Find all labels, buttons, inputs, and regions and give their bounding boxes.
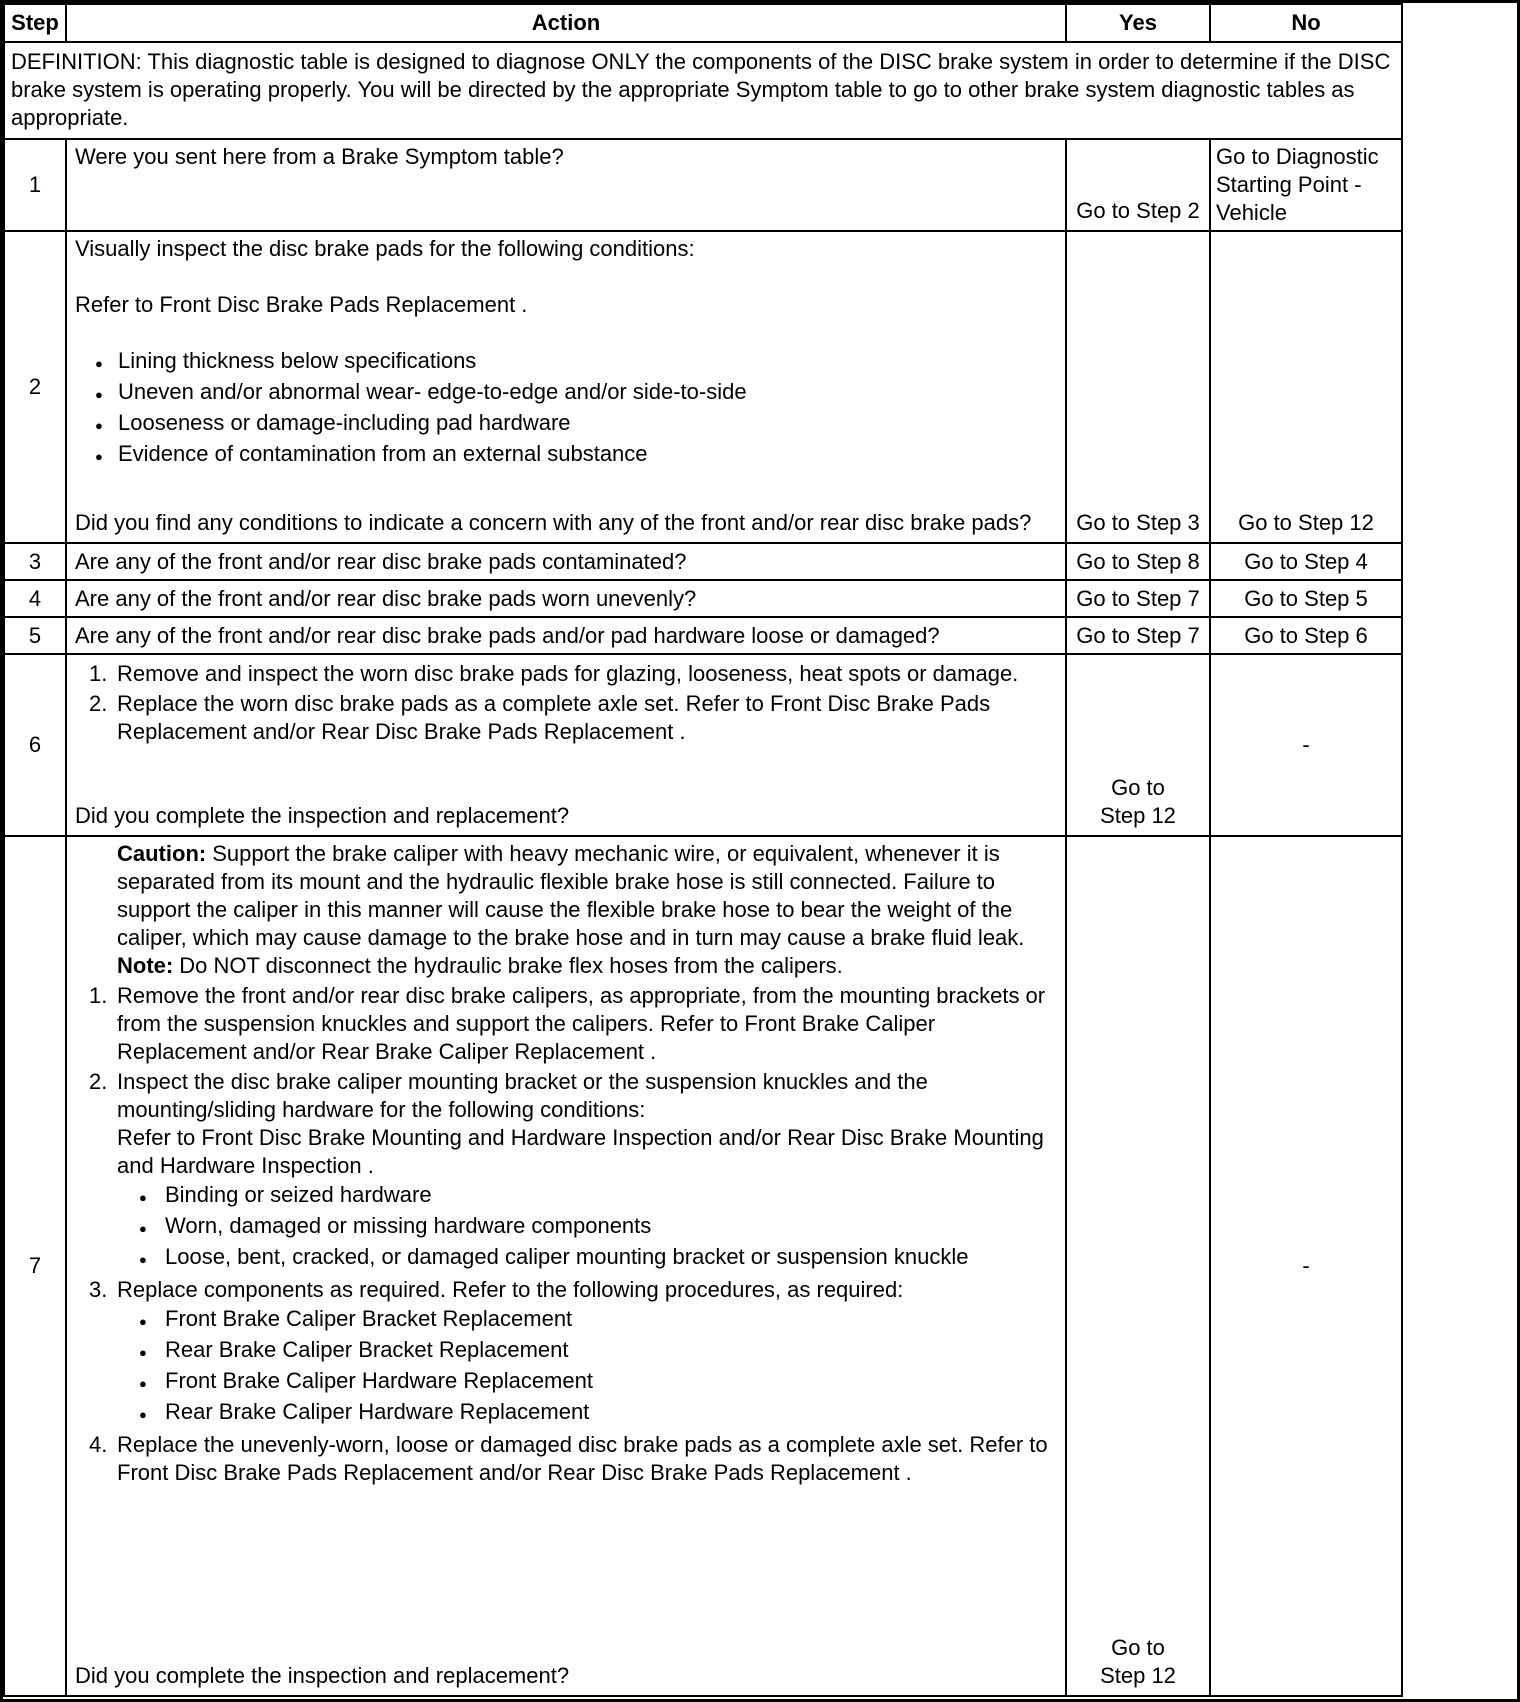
col-header-no: No — [1210, 4, 1402, 42]
yes-cell-7 — [1066, 836, 1210, 1696]
bullet-text: Front Brake Caliper Bracket Replacement — [165, 1306, 573, 1331]
item-number: 4. — [89, 1432, 108, 1457]
action-cell-6 — [66, 654, 1066, 836]
bullet-text: Rear Brake Caliper Bracket Replacement — [165, 1337, 569, 1362]
bullet-icon — [139, 1398, 165, 1429]
step-number-4: 4 — [4, 580, 66, 617]
action-text-1: Were you sent here from a Brake Symptom table? — [75, 144, 564, 169]
step-number-1: 1 — [4, 139, 66, 231]
table-row-step-5 — [4, 617, 1402, 654]
replacement-procedure-list — [117, 1305, 1057, 1429]
list-item — [95, 409, 1057, 440]
action-cell-5: Are any of the front and/or rear disc brake pads and/or pad hardware loose or damaged? — [66, 617, 1066, 654]
definition-cell: DEFINITION: This diagnostic table is designed to diagnose ONLY the components of the DISC brake system in order to determine if the DISC brake system is operating properly. You will be directed by the appropriate Symptom table to go to other brake system diagnostic tables as appropriate. — [4, 42, 1402, 139]
bullet-text: Lining thickness below specifications — [118, 348, 477, 373]
numbered-item — [75, 660, 1057, 688]
item-number: 3. — [89, 1277, 108, 1302]
bullet-text: Uneven and/or abnormal wear- edge-to-edge and/or side-to-side — [118, 379, 747, 404]
col-header-step: Step — [4, 4, 66, 42]
bullet-text: Evidence of contamination from an external substance — [118, 441, 648, 466]
bullet-icon — [139, 1243, 165, 1274]
no-cell-7: - — [1210, 836, 1402, 1696]
bullet-icon — [95, 347, 118, 378]
yes-cell-2 — [1066, 231, 1210, 543]
bullet-icon — [139, 1212, 165, 1243]
yes-text-line2: Step 12 — [1100, 1663, 1176, 1688]
hardware-condition-list — [117, 1181, 1057, 1274]
bullet-icon — [139, 1336, 165, 1367]
table-row-step-7 — [4, 836, 1402, 1696]
action-cell-2 — [66, 231, 1066, 543]
item2-refer-text: Refer to Front Disc Brake Mounting and Hardware Inspection and/or Rear Disc Brake Mounting and Hardware Inspection . — [117, 1125, 1044, 1178]
item-text — [117, 1068, 1057, 1274]
step-number-6: 6 — [4, 654, 66, 836]
bullet-text: Worn, damaged or missing hardware components — [165, 1213, 652, 1238]
table-row-step-2 — [4, 231, 1402, 543]
no-cell-6: - — [1210, 654, 1402, 836]
yes-text-line1: Go to — [1111, 775, 1165, 800]
item2-main-text: Inspect the disc brake caliper mounting bracket or the suspension knuckles and the mounting/sliding hardware for the following conditions: — [117, 1069, 928, 1122]
bullet-icon — [95, 440, 118, 471]
bullet-icon — [139, 1305, 165, 1336]
question-text-2: Did you find any conditions to indicate a concern with any of the front and/or rear disc brake pads? — [75, 510, 1032, 535]
list-item — [95, 440, 1057, 471]
item-number: 2. — [89, 691, 108, 716]
action-cell-7 — [66, 836, 1066, 1696]
no-text-1: Go to Diagnostic Starting Point - Vehicle — [1216, 144, 1379, 225]
list-item — [139, 1398, 1057, 1429]
item-number: 2. — [89, 1069, 108, 1094]
caution-text: Support the brake caliper with heavy mechanic wire, or equivalent, whenever it is separated from its mount and the hydraulic flexible brake hose is still connected. Failure to support the caliper in this manner will cause the flexible brake hose to bear the weight of the caliper, which may cause damage to the brake hose and in turn may cause a brake fluid leak. — [117, 841, 1025, 950]
no-cell-4: Go to Step 5 — [1210, 580, 1402, 617]
list-item — [139, 1305, 1057, 1336]
yes-cell-1 — [1066, 139, 1210, 231]
numbered-item — [75, 1276, 1057, 1429]
numbered-item — [75, 1068, 1057, 1274]
bullet-icon — [95, 409, 118, 440]
list-item — [139, 1367, 1057, 1398]
item-text: Remove and inspect the worn disc brake pads for glazing, looseness, heat spots or damage. — [117, 661, 1019, 686]
numbered-item — [75, 982, 1057, 1066]
yes-cell-3: Go to Step 8 — [1066, 543, 1210, 580]
yes-cell-6 — [1066, 654, 1210, 836]
bullet-text: Loose, bent, cracked, or damaged caliper mounting bracket or suspension knuckle — [165, 1244, 969, 1269]
no-text-2: Go to Step 12 — [1238, 510, 1374, 535]
table-row-step-1 — [4, 139, 1402, 231]
list-item — [139, 1212, 1057, 1243]
action-cell-3: Are any of the front and/or rear disc brake pads contaminated? — [66, 543, 1066, 580]
note-text: Do NOT disconnect the hydraulic brake flex hoses from the calipers. — [179, 953, 843, 978]
item3-main-text: Replace components as required. Refer to the following procedures, as required: — [117, 1277, 904, 1302]
action-cell-1 — [66, 139, 1066, 231]
list-item — [139, 1243, 1057, 1274]
step-number-5: 5 — [4, 617, 66, 654]
step-number-3: 3 — [4, 543, 66, 580]
no-cell-2 — [1210, 231, 1402, 543]
note-label: Note: — [117, 953, 174, 978]
step-number-7: 7 — [4, 836, 66, 1696]
action-cell-4: Are any of the front and/or rear disc brake pads worn unevenly? — [66, 580, 1066, 617]
item-number: 1. — [89, 661, 108, 686]
bullet-text: Looseness or damage-including pad hardware — [118, 410, 571, 435]
yes-text-1: Go to Step 2 — [1076, 198, 1200, 223]
yes-cell-5: Go to Step 7 — [1066, 617, 1210, 654]
list-item — [139, 1336, 1057, 1367]
numbered-item — [75, 690, 1057, 746]
table-row-step-4 — [4, 580, 1402, 617]
bullet-icon — [139, 1181, 165, 1212]
question-text-7: Did you complete the inspection and replacement? — [75, 1663, 570, 1688]
item-text — [117, 1276, 1057, 1429]
no-cell-1 — [1210, 139, 1402, 231]
diagnostic-table — [3, 3, 1403, 1697]
table-row-step-3 — [4, 543, 1402, 580]
condition-bullet-list — [95, 347, 1057, 471]
caution-label: Caution: — [117, 841, 207, 866]
yes-text-line1: Go to — [1111, 1635, 1165, 1660]
list-item — [139, 1181, 1057, 1212]
list-item — [95, 378, 1057, 409]
note-paragraph — [117, 952, 1057, 980]
col-header-yes: Yes — [1066, 4, 1210, 42]
refer-text: Refer to Front Disc Brake Pads Replacement . — [75, 292, 528, 317]
step-number-2: 2 — [4, 231, 66, 543]
bullet-icon — [95, 378, 118, 409]
bullet-text: Front Brake Caliper Hardware Replacement — [165, 1368, 593, 1393]
bullet-text: Rear Brake Caliper Hardware Replacement — [165, 1399, 590, 1424]
table-row-step-6 — [4, 654, 1402, 836]
numbered-item — [75, 1431, 1057, 1487]
col-header-action: Action — [66, 4, 1066, 42]
list-item — [95, 347, 1057, 378]
yes-text-2: Go to Step 3 — [1076, 510, 1200, 535]
question-text-6: Did you complete the inspection and replacement? — [75, 803, 570, 828]
item-text: Replace the unevenly-worn, loose or damaged disc brake pads as a complete axle set. Refer to Front Disc Brake Pads Replacement and/or Rear Disc Brake Pads Replacement . — [117, 1432, 1048, 1485]
definition-row — [4, 42, 1402, 139]
caution-paragraph — [117, 840, 1057, 952]
no-cell-5: Go to Step 6 — [1210, 617, 1402, 654]
bullet-text: Binding or seized hardware — [165, 1182, 432, 1207]
yes-cell-4: Go to Step 7 — [1066, 580, 1210, 617]
item-number: 1. — [89, 983, 108, 1008]
bullet-icon — [139, 1367, 165, 1398]
header-row — [4, 4, 1402, 42]
no-cell-3: Go to Step 4 — [1210, 543, 1402, 580]
yes-text-line2: Step 12 — [1100, 803, 1176, 828]
item-text: Replace the worn disc brake pads as a complete axle set. Refer to Front Disc Brake Pads Replacement and/or Rear Disc Brake Pads Replacement . — [117, 691, 991, 744]
item-text: Remove the front and/or rear disc brake calipers, as appropriate, from the mounting brackets or from the suspension knuckles and support the calipers. Refer to Front Brake Caliper Replacement and/or Rear Brake Caliper Replacement . — [117, 983, 1046, 1064]
inspect-intro-text: Visually inspect the disc brake pads for the following conditions: — [75, 236, 695, 261]
